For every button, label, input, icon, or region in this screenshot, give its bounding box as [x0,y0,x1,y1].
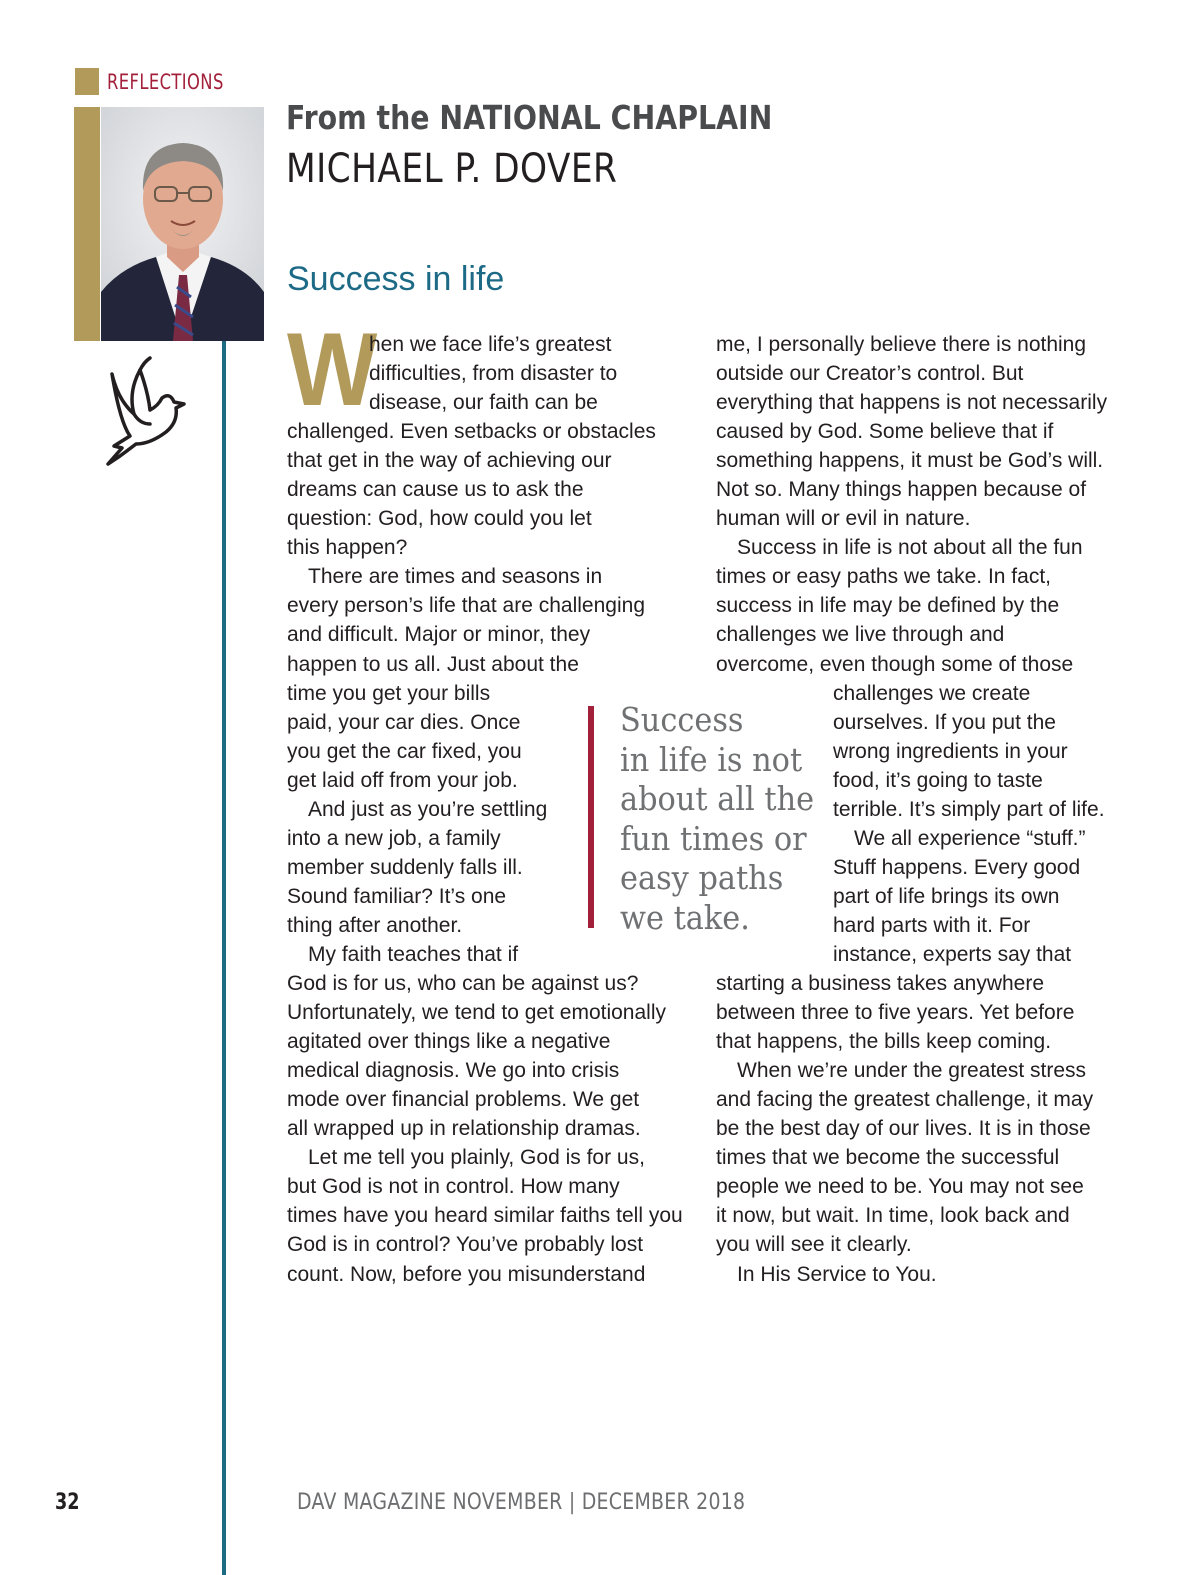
dove-icon [100,352,200,470]
article-line: and facing the greatest challenge, it may [716,1088,1094,1112]
pull-quote-line: Success [620,700,744,739]
article-line: We all experience “stuff.” [854,826,1086,850]
article-line: Success in life is not about all the fun [737,536,1083,560]
drop-cap: W [287,312,378,428]
portrait-accent-bar [74,107,100,341]
article-line: wrong ingredients in your [833,739,1068,763]
article-line: caused by God. Some believe that if [716,420,1054,444]
page-number: 32 [55,1490,80,1515]
article-line: times have you heard similar faiths tell you [287,1204,683,1228]
article-line: agitated over things like a negative [287,1030,611,1054]
article-line: time you get your bills [287,681,491,705]
article-line: happen to us all. Just about the [287,652,579,676]
article-line: Stuff happens. Every good [833,855,1081,879]
article-line: times or easy paths we take. In fact, [716,565,1051,589]
article-line: challenged. Even setbacks or obstacles [287,420,656,444]
article-line: all wrapped up in relationship dramas. [287,1117,641,1141]
article-line: that happens, the bills keep coming. [716,1030,1052,1054]
article-line: When we’re under the greatest stress [737,1059,1087,1083]
article-line: starting a business takes anywhere [716,972,1045,996]
article-line: God is for us, who can be against us? [287,972,639,996]
article-line: times that we become the successful [716,1146,1060,1170]
article-line: mode over financial problems. We get [287,1088,640,1112]
article-line: difficulties, from disaster to [369,362,618,386]
article-line: human will or evil in nature. [716,507,971,531]
article-line: paid, your car dies. Once [287,710,521,734]
article-line: overcome, even though some of those [716,652,1074,676]
article-line: you get the car fixed, you [287,739,522,763]
article-line: dreams can cause us to ask the [287,478,584,502]
article-line: Unfortunately, we tend to get emotionally [287,1001,666,1025]
article-line: it now, but wait. In time, look back and [716,1204,1070,1228]
article-line: thing after another. [287,913,463,937]
article-line: hen we face life’s greatest [369,333,612,356]
article-line: everything that happens is not necessarily [716,391,1108,415]
article-line: There are times and seasons in [308,565,603,589]
pull-quote-line: easy paths [620,858,784,897]
column-kicker [286,98,772,137]
article-line: And just as you’re settling [308,797,548,821]
pull-quote-line: in life is not [620,739,803,779]
pull-quote-line: fun times or [620,818,807,858]
section-label: REFLECTIONS [107,70,224,94]
author-name: MICHAEL P. DOVER [286,146,618,192]
article-line: success in life may be defined by the [716,594,1060,618]
article-line: medical diagnosis. We go into crisis [287,1059,620,1083]
article-line: people we need to be. You may not see [716,1175,1084,1199]
pull-quote-line: we take. [620,897,750,937]
author-portrait [101,107,264,341]
article-line: and difficult. Major or minor, they [287,623,591,647]
margin-rule [222,341,226,1575]
article-line: question: God, how could you let [287,507,592,531]
article-line: into a new job, a family [287,826,501,850]
article-line: you will see it clearly. [716,1233,912,1257]
article-line: get laid off from your job. [287,768,518,792]
section-marker [75,68,99,95]
article-line: Let me tell you plainly, God is for us, [308,1146,645,1170]
article-line: Sound familiar? It’s one [287,884,507,908]
kicker-strong: NATIONAL CHAPLAIN [439,98,773,137]
article-line: challenges we live through and [716,623,1005,647]
article-line: be the best day of our lives. It is in those [716,1117,1091,1141]
article-line: In His Service to You. [737,1262,937,1286]
article-line: My faith teaches that if [308,942,519,966]
article-line: this happen? [287,536,408,560]
footer-publication: DAV MAGAZINE NOVEMBER | DECEMBER 2018 [297,1490,746,1515]
pull-quote [620,700,814,937]
article-headline: Success in life [287,260,505,298]
article-line: but God is not in control. How many [287,1175,620,1199]
article-line: challenges we create [833,681,1031,705]
article-line: count. Now, before you misunderstand [287,1262,646,1286]
article-line: outside our Creator’s control. But [716,362,1024,386]
article-line: food, it’s going to taste [833,768,1043,792]
article-line: that get in the way of achieving our [287,449,612,473]
article-line: terrible. It’s simply part of life. [833,797,1105,821]
pull-quote-line: about all the [620,779,815,818]
article-line: disease, our faith can be [369,391,598,415]
article-line: between three to five years. Yet before [716,1001,1075,1025]
pull-quote-bar [588,706,594,928]
article-line: God is in control? You’ve probably lost [287,1233,644,1257]
article-line: Not so. Many things happen because of [716,478,1087,502]
article-line: every person’s life that are challenging [287,594,645,618]
article-line: ourselves. If you put the [833,710,1056,734]
article-line: instance, experts say that [833,942,1072,966]
article-line: something happens, it must be God’s will. [716,449,1104,473]
kicker-prefix: From the [286,98,440,137]
article-line: hard parts with it. For [833,913,1031,937]
article-line: me, I personally believe there is nothing [716,333,1087,356]
article-line: member suddenly falls ill. [287,855,523,879]
article-line: part of life brings its own [833,884,1060,908]
